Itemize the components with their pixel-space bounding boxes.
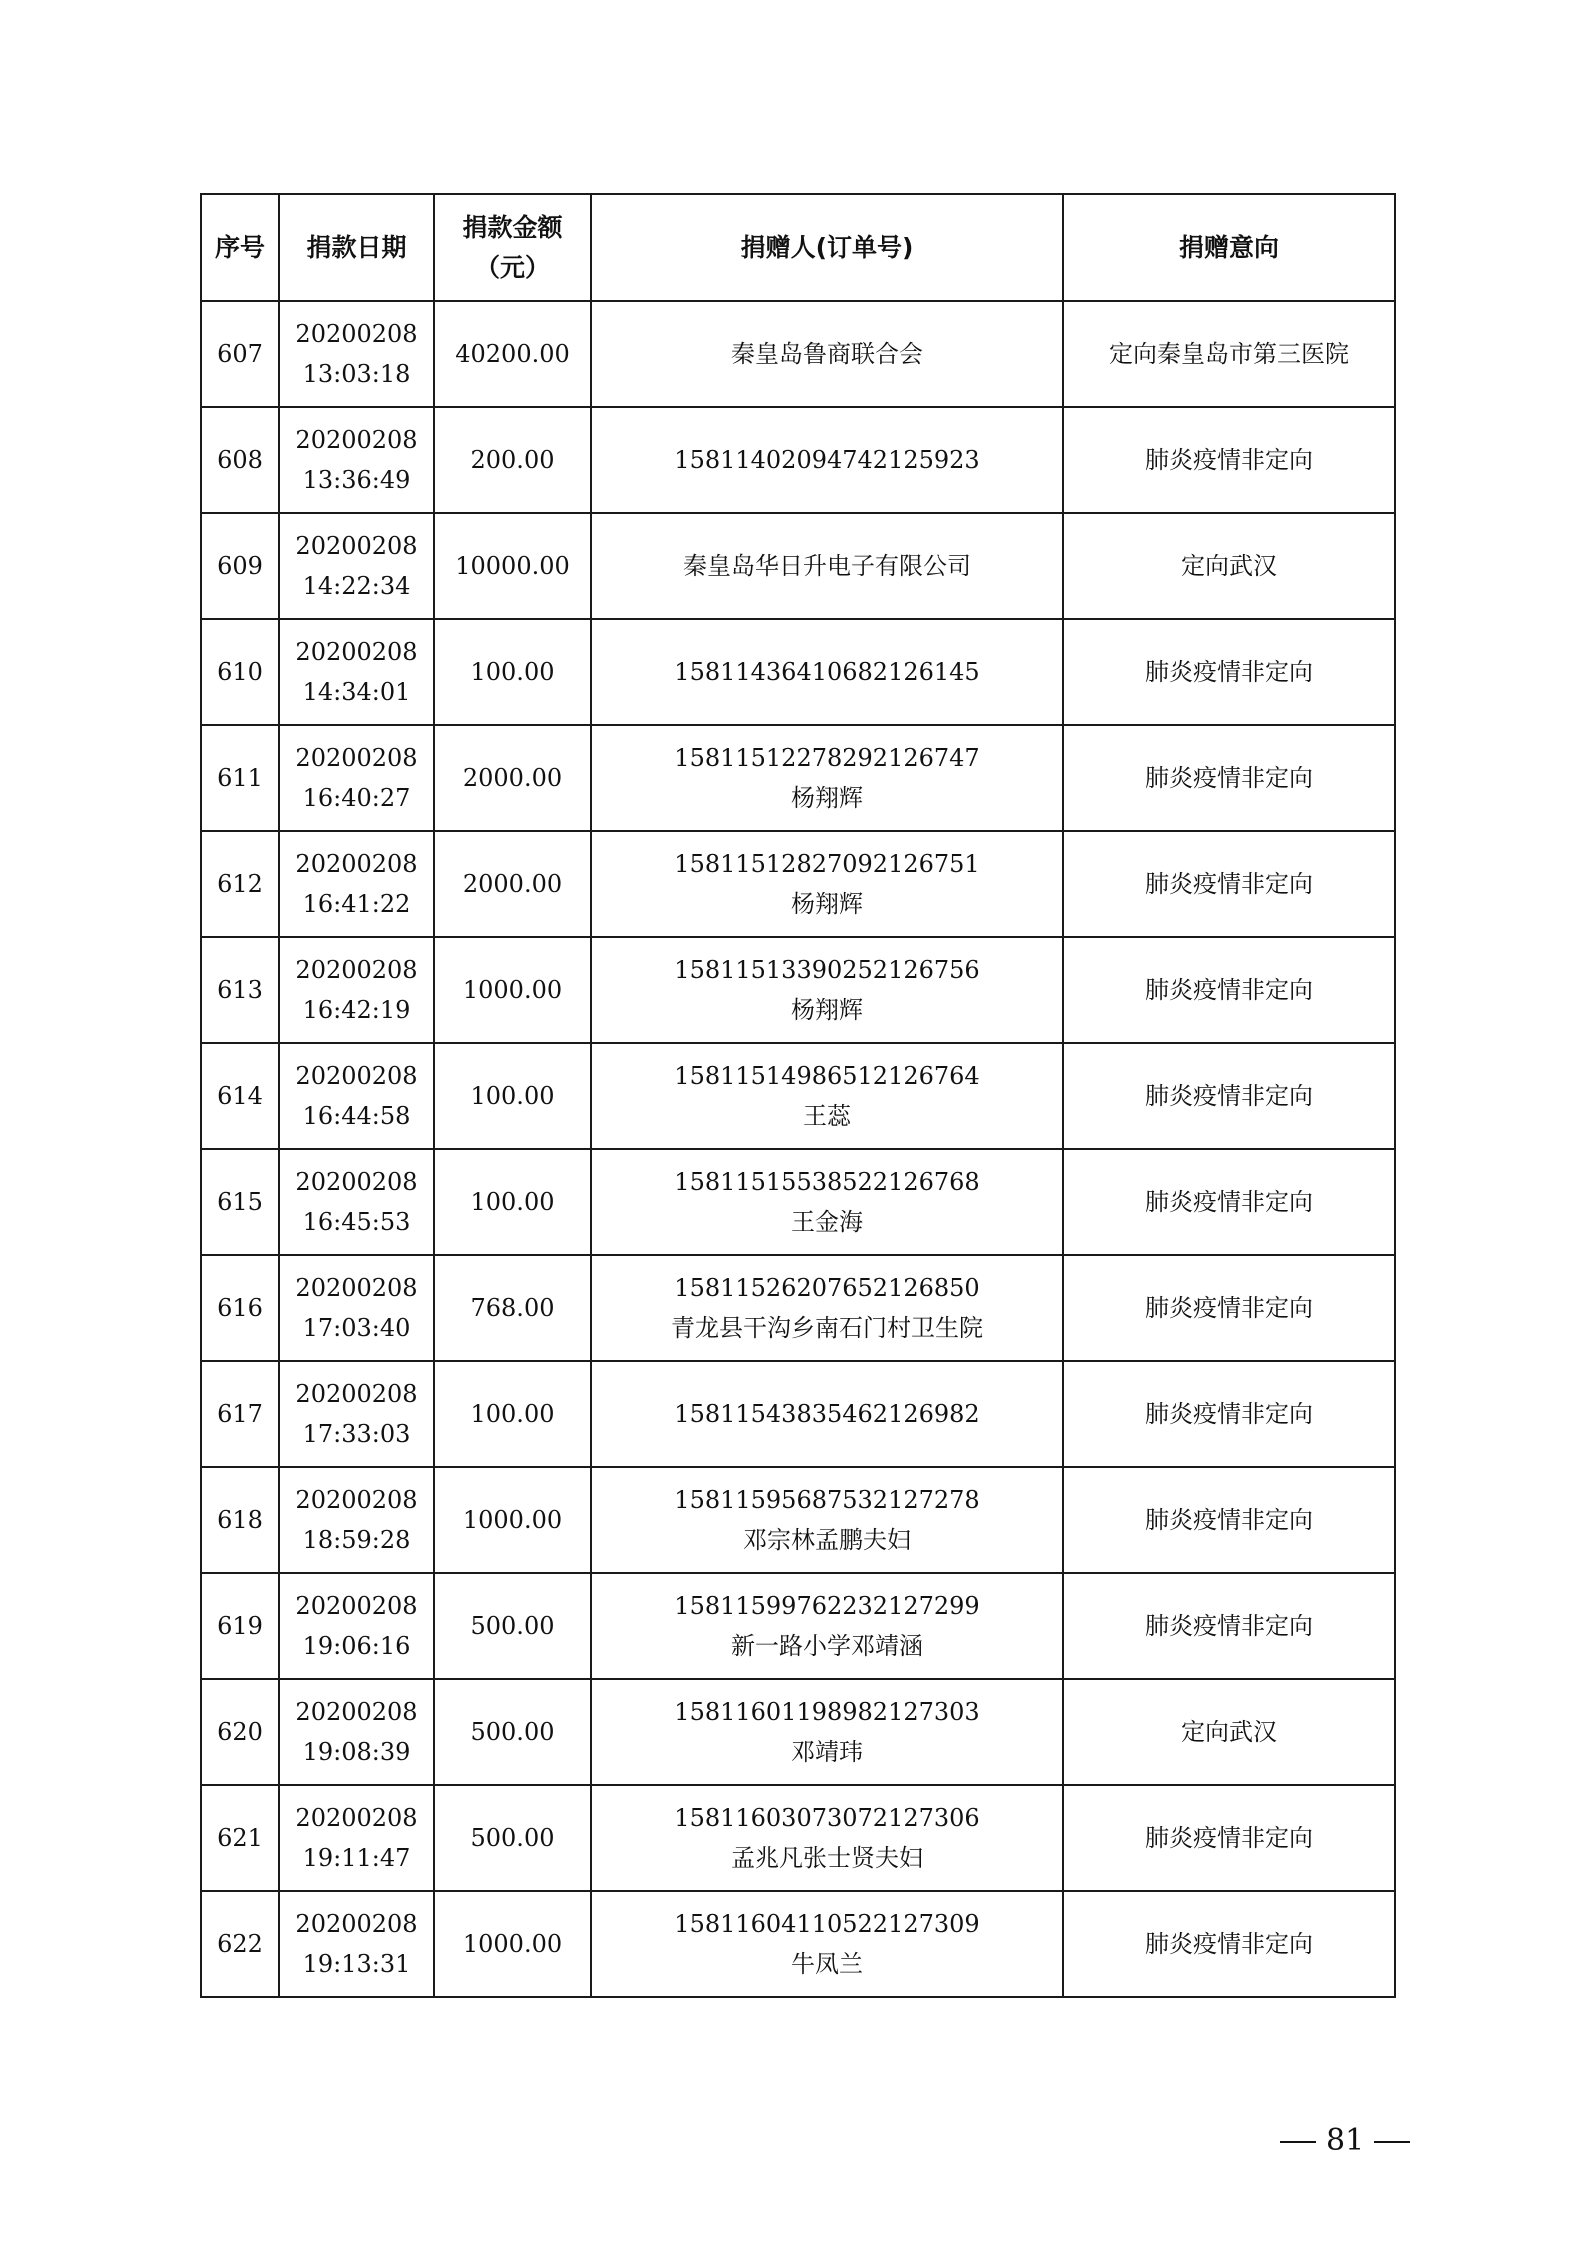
cell-date-time: 14:22:34 xyxy=(302,572,411,600)
cell-date-time: 14:34:01 xyxy=(302,678,411,706)
cell-amount: 100.00 xyxy=(434,1043,591,1149)
table-header xyxy=(201,194,1395,301)
table-row xyxy=(201,1149,1395,1255)
cell-amount: 1000.00 xyxy=(434,937,591,1043)
cell-donor xyxy=(591,1255,1063,1361)
cell-date xyxy=(279,1679,434,1785)
cell-donor-line1: 15811595687532127278 xyxy=(674,1486,980,1514)
cell-date xyxy=(279,1255,434,1361)
cell-purpose: 肺炎疫情非定向 xyxy=(1063,407,1395,513)
cell-date xyxy=(279,1149,434,1255)
cell-date xyxy=(279,725,434,831)
cell-purpose: 肺炎疫情非定向 xyxy=(1063,1149,1395,1255)
table-row xyxy=(201,937,1395,1043)
cell-purpose: 肺炎疫情非定向 xyxy=(1063,1467,1395,1573)
header-row xyxy=(201,194,1395,301)
cell-purpose: 肺炎疫情非定向 xyxy=(1063,1043,1395,1149)
cell-purpose: 肺炎疫情非定向 xyxy=(1063,725,1395,831)
table-row xyxy=(201,725,1395,831)
cell-donor-line1: 15811512827092126751 xyxy=(674,850,980,878)
table-row xyxy=(201,301,1395,407)
cell-donor-line1: 15811514986512126764 xyxy=(674,1062,980,1090)
cell-date xyxy=(279,301,434,407)
table-row xyxy=(201,831,1395,937)
donation-table xyxy=(200,193,1396,1998)
header-donor: 捐赠人(订单号) xyxy=(591,194,1063,301)
cell-donor-line2: 孟兆凡张士贤夫妇 xyxy=(731,1844,923,1872)
table-row xyxy=(201,1361,1395,1467)
cell-date-time: 16:40:27 xyxy=(302,784,411,812)
cell-donor xyxy=(591,725,1063,831)
cell-donor-line1: 15811402094742125923 xyxy=(674,446,980,474)
cell-date xyxy=(279,1467,434,1573)
cell-seq: 614 xyxy=(201,1043,279,1149)
cell-donor-line1: 15811601198982127303 xyxy=(674,1698,980,1726)
cell-date-time: 19:08:39 xyxy=(302,1738,411,1766)
cell-date-time: 19:11:47 xyxy=(302,1844,411,1872)
cell-date-day: 20200208 xyxy=(295,1592,418,1620)
cell-date xyxy=(279,1891,434,1997)
cell-date xyxy=(279,831,434,937)
cell-date-day: 20200208 xyxy=(295,1486,418,1514)
cell-date xyxy=(279,619,434,725)
cell-amount: 1000.00 xyxy=(434,1891,591,1997)
cell-purpose: 肺炎疫情非定向 xyxy=(1063,937,1395,1043)
cell-donor xyxy=(591,1043,1063,1149)
cell-donor-line2: 杨翔辉 xyxy=(791,890,863,918)
cell-date xyxy=(279,513,434,619)
cell-purpose: 肺炎疫情非定向 xyxy=(1063,1255,1395,1361)
cell-date-day: 20200208 xyxy=(295,1274,418,1302)
cell-date-time: 16:42:19 xyxy=(302,996,411,1024)
cell-date xyxy=(279,407,434,513)
cell-date xyxy=(279,1361,434,1467)
cell-date-day: 20200208 xyxy=(295,426,418,454)
cell-donor xyxy=(591,1573,1063,1679)
cell-date-time: 17:03:40 xyxy=(302,1314,411,1342)
cell-seq: 609 xyxy=(201,513,279,619)
cell-date-time: 17:33:03 xyxy=(302,1420,411,1448)
cell-seq: 611 xyxy=(201,725,279,831)
cell-seq: 616 xyxy=(201,1255,279,1361)
page-number xyxy=(1270,2121,1410,2161)
cell-seq: 615 xyxy=(201,1149,279,1255)
cell-seq: 617 xyxy=(201,1361,279,1467)
cell-amount: 2000.00 xyxy=(434,831,591,937)
cell-donor xyxy=(591,1891,1063,1997)
cell-date xyxy=(279,937,434,1043)
cell-donor-line1: 15811543835462126982 xyxy=(674,1400,980,1428)
table-body xyxy=(201,301,1395,1997)
cell-date-day: 20200208 xyxy=(295,1698,418,1726)
cell-purpose: 肺炎疫情非定向 xyxy=(1063,831,1395,937)
cell-seq: 613 xyxy=(201,937,279,1043)
table-row xyxy=(201,1255,1395,1361)
cell-donor-line1: 15811512278292126747 xyxy=(674,744,980,772)
header-date: 捐款日期 xyxy=(279,194,434,301)
cell-purpose: 定向武汉 xyxy=(1063,513,1395,619)
page-number-dash-left xyxy=(1280,2141,1316,2143)
cell-donor xyxy=(591,513,1063,619)
cell-date-day: 20200208 xyxy=(295,1910,418,1938)
table-row xyxy=(201,1891,1395,1997)
cell-amount: 1000.00 xyxy=(434,1467,591,1573)
cell-seq: 622 xyxy=(201,1891,279,1997)
cell-date-time: 19:06:16 xyxy=(302,1632,411,1660)
cell-seq: 607 xyxy=(201,301,279,407)
cell-date-time: 19:13:31 xyxy=(302,1950,411,1978)
cell-donor-line1: 15811513390252126756 xyxy=(674,956,980,984)
cell-amount: 500.00 xyxy=(434,1679,591,1785)
cell-date-day: 20200208 xyxy=(295,532,418,560)
header-seq: 序号 xyxy=(201,194,279,301)
cell-donor xyxy=(591,937,1063,1043)
cell-amount: 500.00 xyxy=(434,1785,591,1891)
cell-purpose: 肺炎疫情非定向 xyxy=(1063,1785,1395,1891)
table-row xyxy=(201,619,1395,725)
cell-donor-line2: 王蕊 xyxy=(803,1102,851,1130)
cell-donor-line2: 王金海 xyxy=(791,1208,863,1236)
cell-amount: 100.00 xyxy=(434,1149,591,1255)
cell-purpose: 肺炎疫情非定向 xyxy=(1063,1573,1395,1679)
cell-donor-line2: 新一路小学邓靖涵 xyxy=(731,1632,923,1660)
cell-donor-line1: 秦皇岛华日升电子有限公司 xyxy=(683,552,971,580)
cell-seq: 619 xyxy=(201,1573,279,1679)
cell-date-day: 20200208 xyxy=(295,1168,418,1196)
cell-donor-line1: 15811604110522127309 xyxy=(674,1910,980,1938)
cell-date-time: 18:59:28 xyxy=(302,1526,411,1554)
header-amount-line2: （元） xyxy=(474,252,550,282)
cell-date-time: 13:03:18 xyxy=(302,360,411,388)
cell-purpose: 肺炎疫情非定向 xyxy=(1063,1361,1395,1467)
cell-donor-line2: 杨翔辉 xyxy=(791,996,863,1024)
cell-donor xyxy=(591,301,1063,407)
page-number-dash-right xyxy=(1374,2141,1410,2143)
cell-date-day: 20200208 xyxy=(295,850,418,878)
table-row xyxy=(201,1467,1395,1573)
cell-donor-line1: 15811526207652126850 xyxy=(674,1274,980,1302)
header-amount-line1: 捐款金额 xyxy=(462,212,563,242)
cell-donor xyxy=(591,1785,1063,1891)
cell-amount: 40200.00 xyxy=(434,301,591,407)
table-row xyxy=(201,1573,1395,1679)
cell-date xyxy=(279,1043,434,1149)
cell-purpose: 肺炎疫情非定向 xyxy=(1063,1891,1395,1997)
cell-donor-line2: 邓靖玮 xyxy=(791,1738,863,1766)
cell-amount: 100.00 xyxy=(434,619,591,725)
cell-donor-line1: 15811515538522126768 xyxy=(674,1168,980,1196)
cell-donor-line1: 秦皇岛鲁商联合会 xyxy=(731,340,923,368)
cell-donor-line2: 青龙县干沟乡南石门村卫生院 xyxy=(671,1314,983,1342)
table-row xyxy=(201,1785,1395,1891)
cell-donor xyxy=(591,1679,1063,1785)
cell-donor-line1: 15811436410682126145 xyxy=(674,658,980,686)
cell-amount: 768.00 xyxy=(434,1255,591,1361)
cell-donor-line2: 杨翔辉 xyxy=(791,784,863,812)
cell-donor xyxy=(591,1467,1063,1573)
table-row xyxy=(201,407,1395,513)
cell-seq: 608 xyxy=(201,407,279,513)
page-number-value: 81 xyxy=(1326,2123,1365,2158)
cell-date-day: 20200208 xyxy=(295,1380,418,1408)
cell-donor xyxy=(591,831,1063,937)
cell-amount: 100.00 xyxy=(434,1361,591,1467)
cell-donor xyxy=(591,619,1063,725)
cell-date-day: 20200208 xyxy=(295,744,418,772)
cell-date xyxy=(279,1573,434,1679)
cell-date-time: 16:44:58 xyxy=(302,1102,411,1130)
cell-donor-line2: 邓宗林孟鹏夫妇 xyxy=(743,1526,911,1554)
cell-seq: 618 xyxy=(201,1467,279,1573)
cell-donor-line1: 15811599762232127299 xyxy=(674,1592,980,1620)
cell-donor-line1: 15811603073072127306 xyxy=(674,1804,980,1832)
table-row xyxy=(201,1043,1395,1149)
cell-amount: 500.00 xyxy=(434,1573,591,1679)
cell-seq: 612 xyxy=(201,831,279,937)
cell-purpose: 定向武汉 xyxy=(1063,1679,1395,1785)
cell-donor xyxy=(591,1149,1063,1255)
cell-date-day: 20200208 xyxy=(295,1804,418,1832)
cell-date-time: 16:45:53 xyxy=(302,1208,411,1236)
table-row xyxy=(201,1679,1395,1785)
cell-date-day: 20200208 xyxy=(295,1062,418,1090)
cell-amount: 2000.00 xyxy=(434,725,591,831)
cell-donor-line2: 牛凤兰 xyxy=(791,1950,863,1978)
cell-donor xyxy=(591,407,1063,513)
cell-amount: 10000.00 xyxy=(434,513,591,619)
header-purpose: 捐赠意向 xyxy=(1063,194,1395,301)
cell-date xyxy=(279,1785,434,1891)
cell-purpose: 定向秦皇岛市第三医院 xyxy=(1063,301,1395,407)
cell-donor xyxy=(591,1361,1063,1467)
cell-date-day: 20200208 xyxy=(295,320,418,348)
cell-seq: 610 xyxy=(201,619,279,725)
cell-date-day: 20200208 xyxy=(295,638,418,666)
cell-amount: 200.00 xyxy=(434,407,591,513)
table-row xyxy=(201,513,1395,619)
header-amount xyxy=(434,194,591,301)
cell-seq: 620 xyxy=(201,1679,279,1785)
cell-purpose: 肺炎疫情非定向 xyxy=(1063,619,1395,725)
cell-seq: 621 xyxy=(201,1785,279,1891)
cell-date-day: 20200208 xyxy=(295,956,418,984)
cell-date-time: 16:41:22 xyxy=(302,890,411,918)
cell-date-time: 13:36:49 xyxy=(302,466,411,494)
